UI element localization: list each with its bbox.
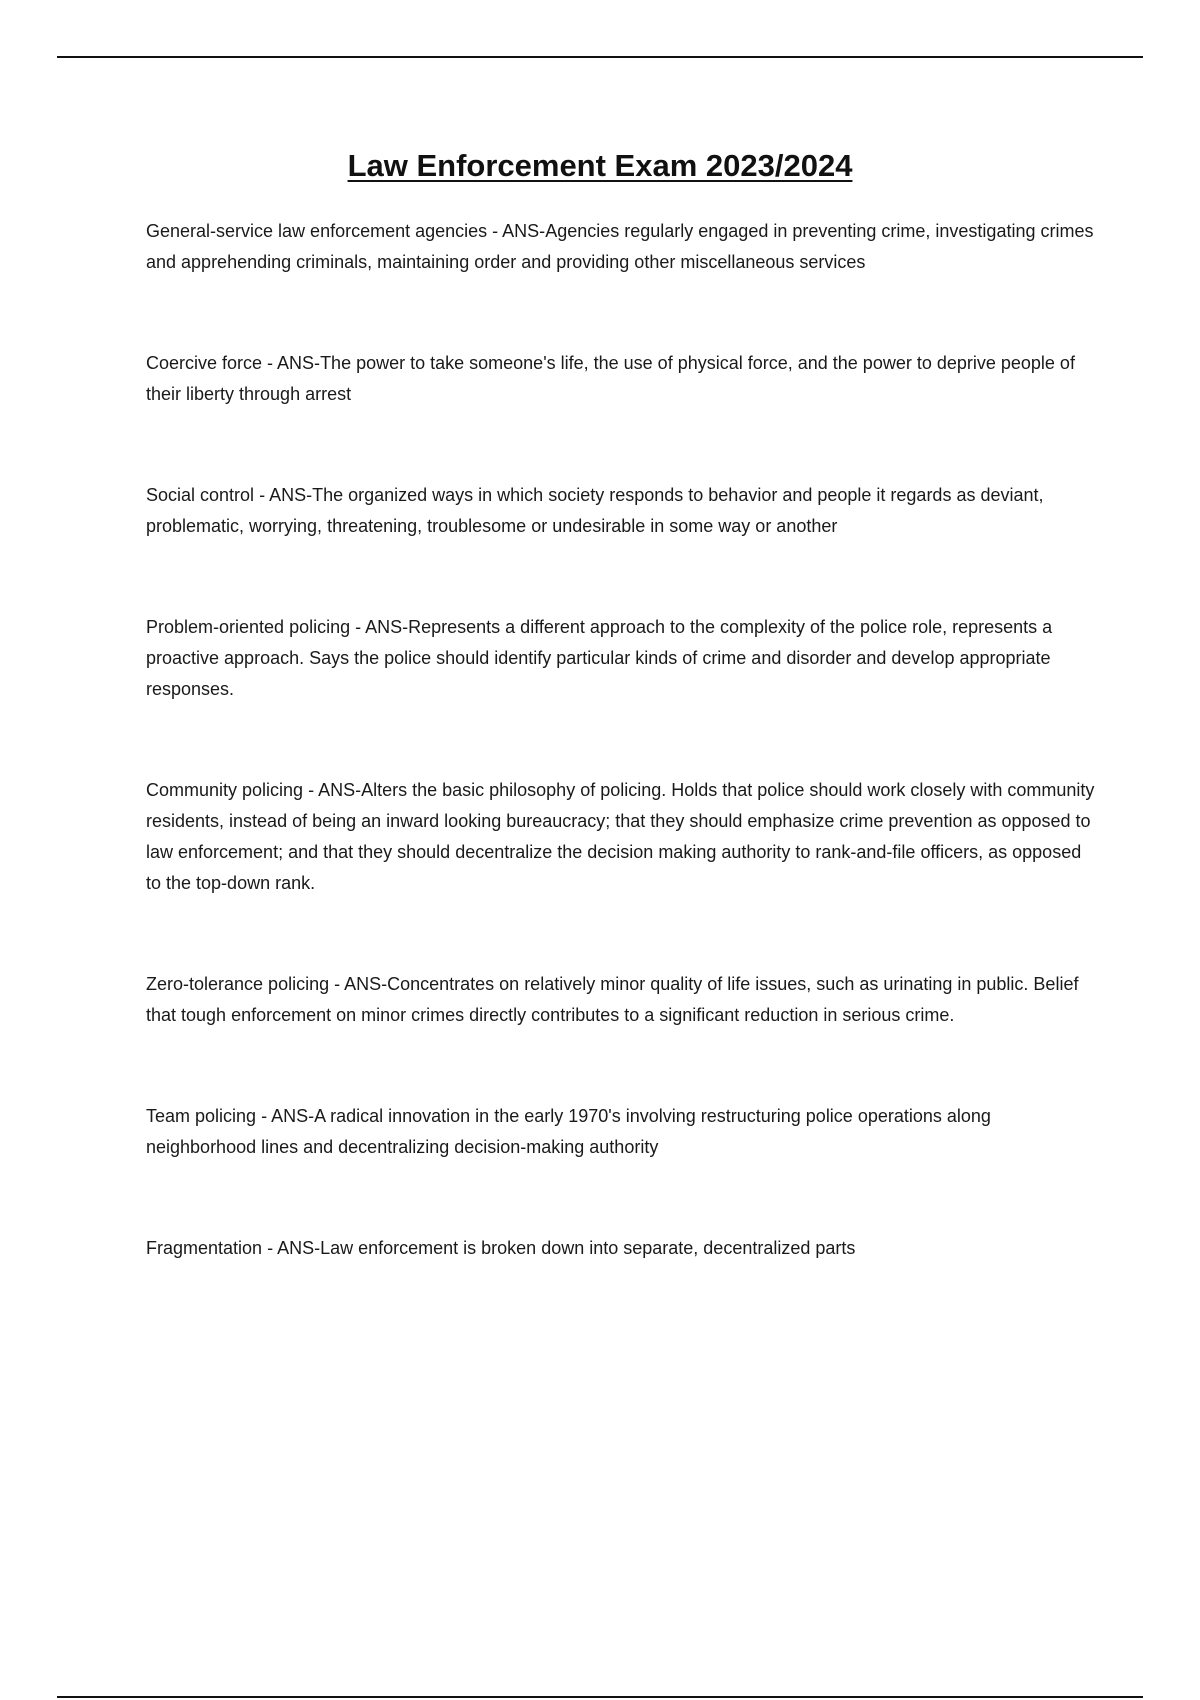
definition-list: [146, 216, 1096, 1264]
entry-term: Problem-oriented policing: [146, 617, 351, 637]
definition-entry: [146, 612, 1096, 705]
entry-term: Fragmentation: [146, 1238, 263, 1258]
entry-separator: - ANS-: [350, 617, 409, 637]
header-rule: [57, 56, 1143, 58]
definition-entry: [146, 1233, 1096, 1264]
entry-definition: The organized ways in which society responds to behavior and people it regards as deviant, problematic, worrying, threatening, troublesome or undesirable in some way or another: [146, 485, 1044, 536]
entry-definition: Law enforcement is broken down into separate, decentralized parts: [320, 1238, 856, 1258]
entry-definition: Alters the basic philosophy of policing. Holds that police should work closely with community residents, instead of being an inward looking bureaucracy; that they should emphasize crime prevention as opposed to law enforcement; and that they should decentralize the decision making authority to rank-and-file officers, as opposed to the top-down rank.: [146, 780, 1095, 893]
entry-definition: Agencies regularly engaged in preventing crime, investigating crimes and apprehending criminals, maintaining order and providing other miscellaneous services: [146, 221, 1094, 272]
document-title: Law Enforcement Exam 2023/2024: [347, 148, 853, 183]
entry-separator: - ANS-: [262, 353, 321, 373]
entry-separator: - ANS-: [256, 1106, 315, 1126]
entry-definition: Concentrates on relatively minor quality of life issues, such as urinating in public. Belief that tough enforcement on minor crimes directly contributes to a significant reduction in serious crime.: [146, 974, 1079, 1025]
entry-term: Coercive force: [146, 353, 263, 373]
entry-separator: - ANS-: [329, 974, 388, 994]
entry-term: Team policing: [146, 1106, 257, 1126]
footer-rule: [57, 1696, 1143, 1698]
definition-entry: [146, 480, 1096, 542]
entry-term: Zero-tolerance policing: [146, 974, 330, 994]
definition-entry: [146, 348, 1096, 410]
entry-term: General-service law enforcement agencies: [146, 221, 488, 241]
entry-definition: Represents a different approach to the complexity of the police role, represents a proactive approach. Says the police should identify particular kinds of crime and disorder and develop appropriate responses.: [146, 617, 1053, 699]
definition-entry: [146, 216, 1096, 278]
entry-term: Community policing: [146, 780, 304, 800]
definition-entry: [146, 969, 1096, 1031]
entry-separator: - ANS-: [487, 221, 546, 241]
definition-entry: [146, 1101, 1096, 1163]
entry-separator: - ANS-: [303, 780, 362, 800]
entry-separator: - ANS-: [262, 1238, 321, 1258]
entry-separator: - ANS-: [254, 485, 313, 505]
entry-term: Social control: [146, 485, 255, 505]
entry-definition: A radical innovation in the early 1970's involving restructuring police operations along neighborhood lines and decentralizing decision-making authority: [146, 1106, 991, 1157]
definition-entry: [146, 775, 1096, 899]
entry-definition: The power to take someone's life, the use of physical force, and the power to deprive people of their liberty through arrest: [146, 353, 1075, 404]
